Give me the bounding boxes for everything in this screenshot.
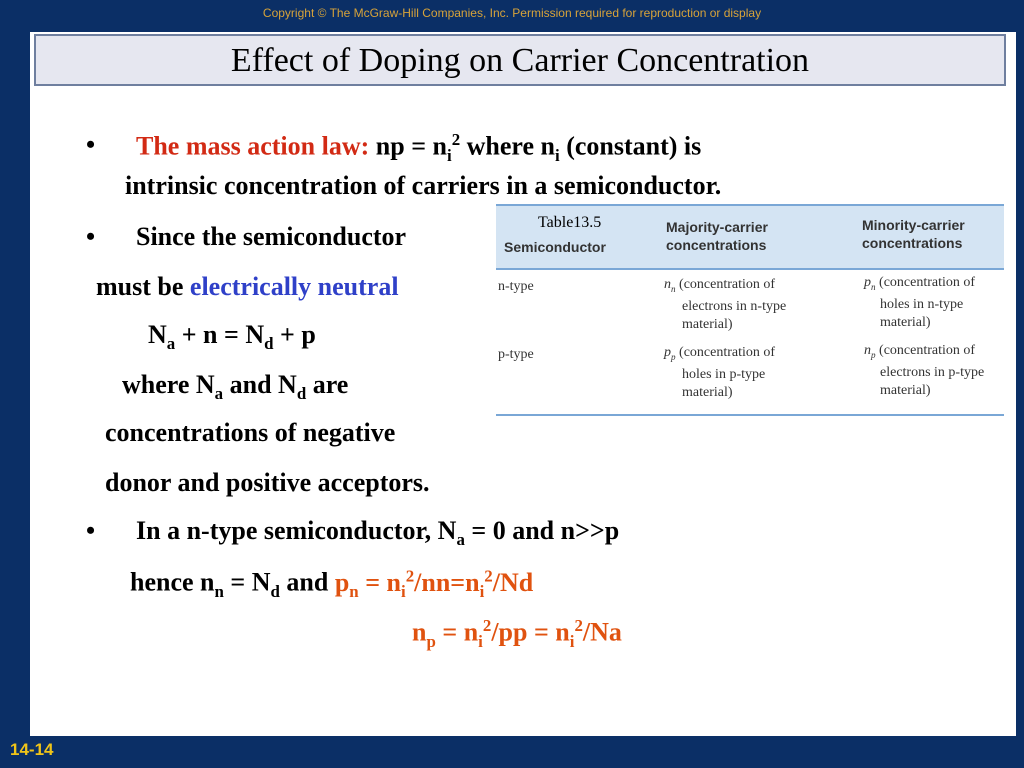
table-cell-minority-p: $n_p$ (concentration of electrons in p-type material): [864, 343, 985, 398]
copyright-notice: Copyright © The McGraw-Hill Companies, Inc. Permission required for reproduction or display: [262, 6, 762, 20]
slide-canvas: [30, 32, 1016, 736]
where-text: where n: [460, 131, 556, 161]
ni-superscript: 2: [451, 130, 461, 149]
ni-symbol: n: [432, 131, 447, 161]
column-header-majority: Majority-carrier concentrations: [666, 219, 768, 253]
ni-subscript-2: i: [555, 145, 560, 165]
table-bottom-rule: [496, 414, 1004, 416]
np-formula: $n_p = n_i^2/pp = n_i^2/Na$: [412, 616, 622, 651]
table-row-type-n: n-type: [498, 279, 534, 294]
table-cell-majority-n: $n_n$ (concentration of electrons in n-type material): [664, 277, 787, 332]
table-cell-minority-n: $p_n$ (concentration of holes in n-type material): [864, 275, 976, 330]
constant-text: (constant) is: [559, 131, 702, 161]
intrinsic-line: intrinsic concentration of carriers in a semiconductor.: [125, 171, 722, 200]
hence-line: hence $n_n = N_d$ and $p_n = n_i^2/nn=n_i^2/Nd$: [130, 566, 534, 601]
ni-subscript: i: [447, 145, 452, 165]
where-na-nd-line: where $N_a$ and $N_d$ are: [122, 370, 349, 404]
must-be-neutral-line: [96, 272, 399, 302]
mass-action-law-line: [136, 130, 701, 166]
since-semiconductor-line: Since the semiconductor: [136, 222, 407, 251]
table-cell-majority-p: $p_p$ (concentration of holes in p-type material): [664, 345, 776, 400]
n-type-condition-line: In a n-type semiconductor, $N_a = 0$ and n>>p: [136, 516, 620, 550]
slide-title: Effect of Doping on Carrier Concentration: [230, 42, 810, 79]
bullet-marker: •: [86, 516, 96, 545]
mass-action-law-label: The mass action law:: [136, 131, 370, 161]
donor-acceptor-line: donor and positive acceptors.: [105, 468, 430, 497]
bullet-marker: •: [86, 130, 96, 159]
table-caption: Table13.5: [538, 214, 602, 231]
np-text: np =: [375, 131, 433, 161]
bullet-marker: •: [86, 222, 96, 251]
slide-number: 14-14: [10, 740, 54, 759]
column-header-minority: Minority-carrier concentrations: [862, 217, 965, 251]
table-row-type-p: p-type: [498, 347, 534, 362]
concentrations-line: concentrations of negative: [105, 418, 396, 447]
carrier-concentration-table: [496, 204, 1004, 416]
must-be-text: must be: [96, 272, 190, 301]
pn-formula: $p_n = n_i^2/nn=n_i^2/Nd$: [334, 566, 534, 601]
title-bar: [34, 34, 1006, 86]
electrically-neutral-text: electrically neutral: [189, 272, 399, 301]
column-header-semiconductor: Semiconductor: [504, 239, 606, 255]
charge-neutrality-equation: $N_a + n = N_d + p$: [148, 320, 316, 354]
